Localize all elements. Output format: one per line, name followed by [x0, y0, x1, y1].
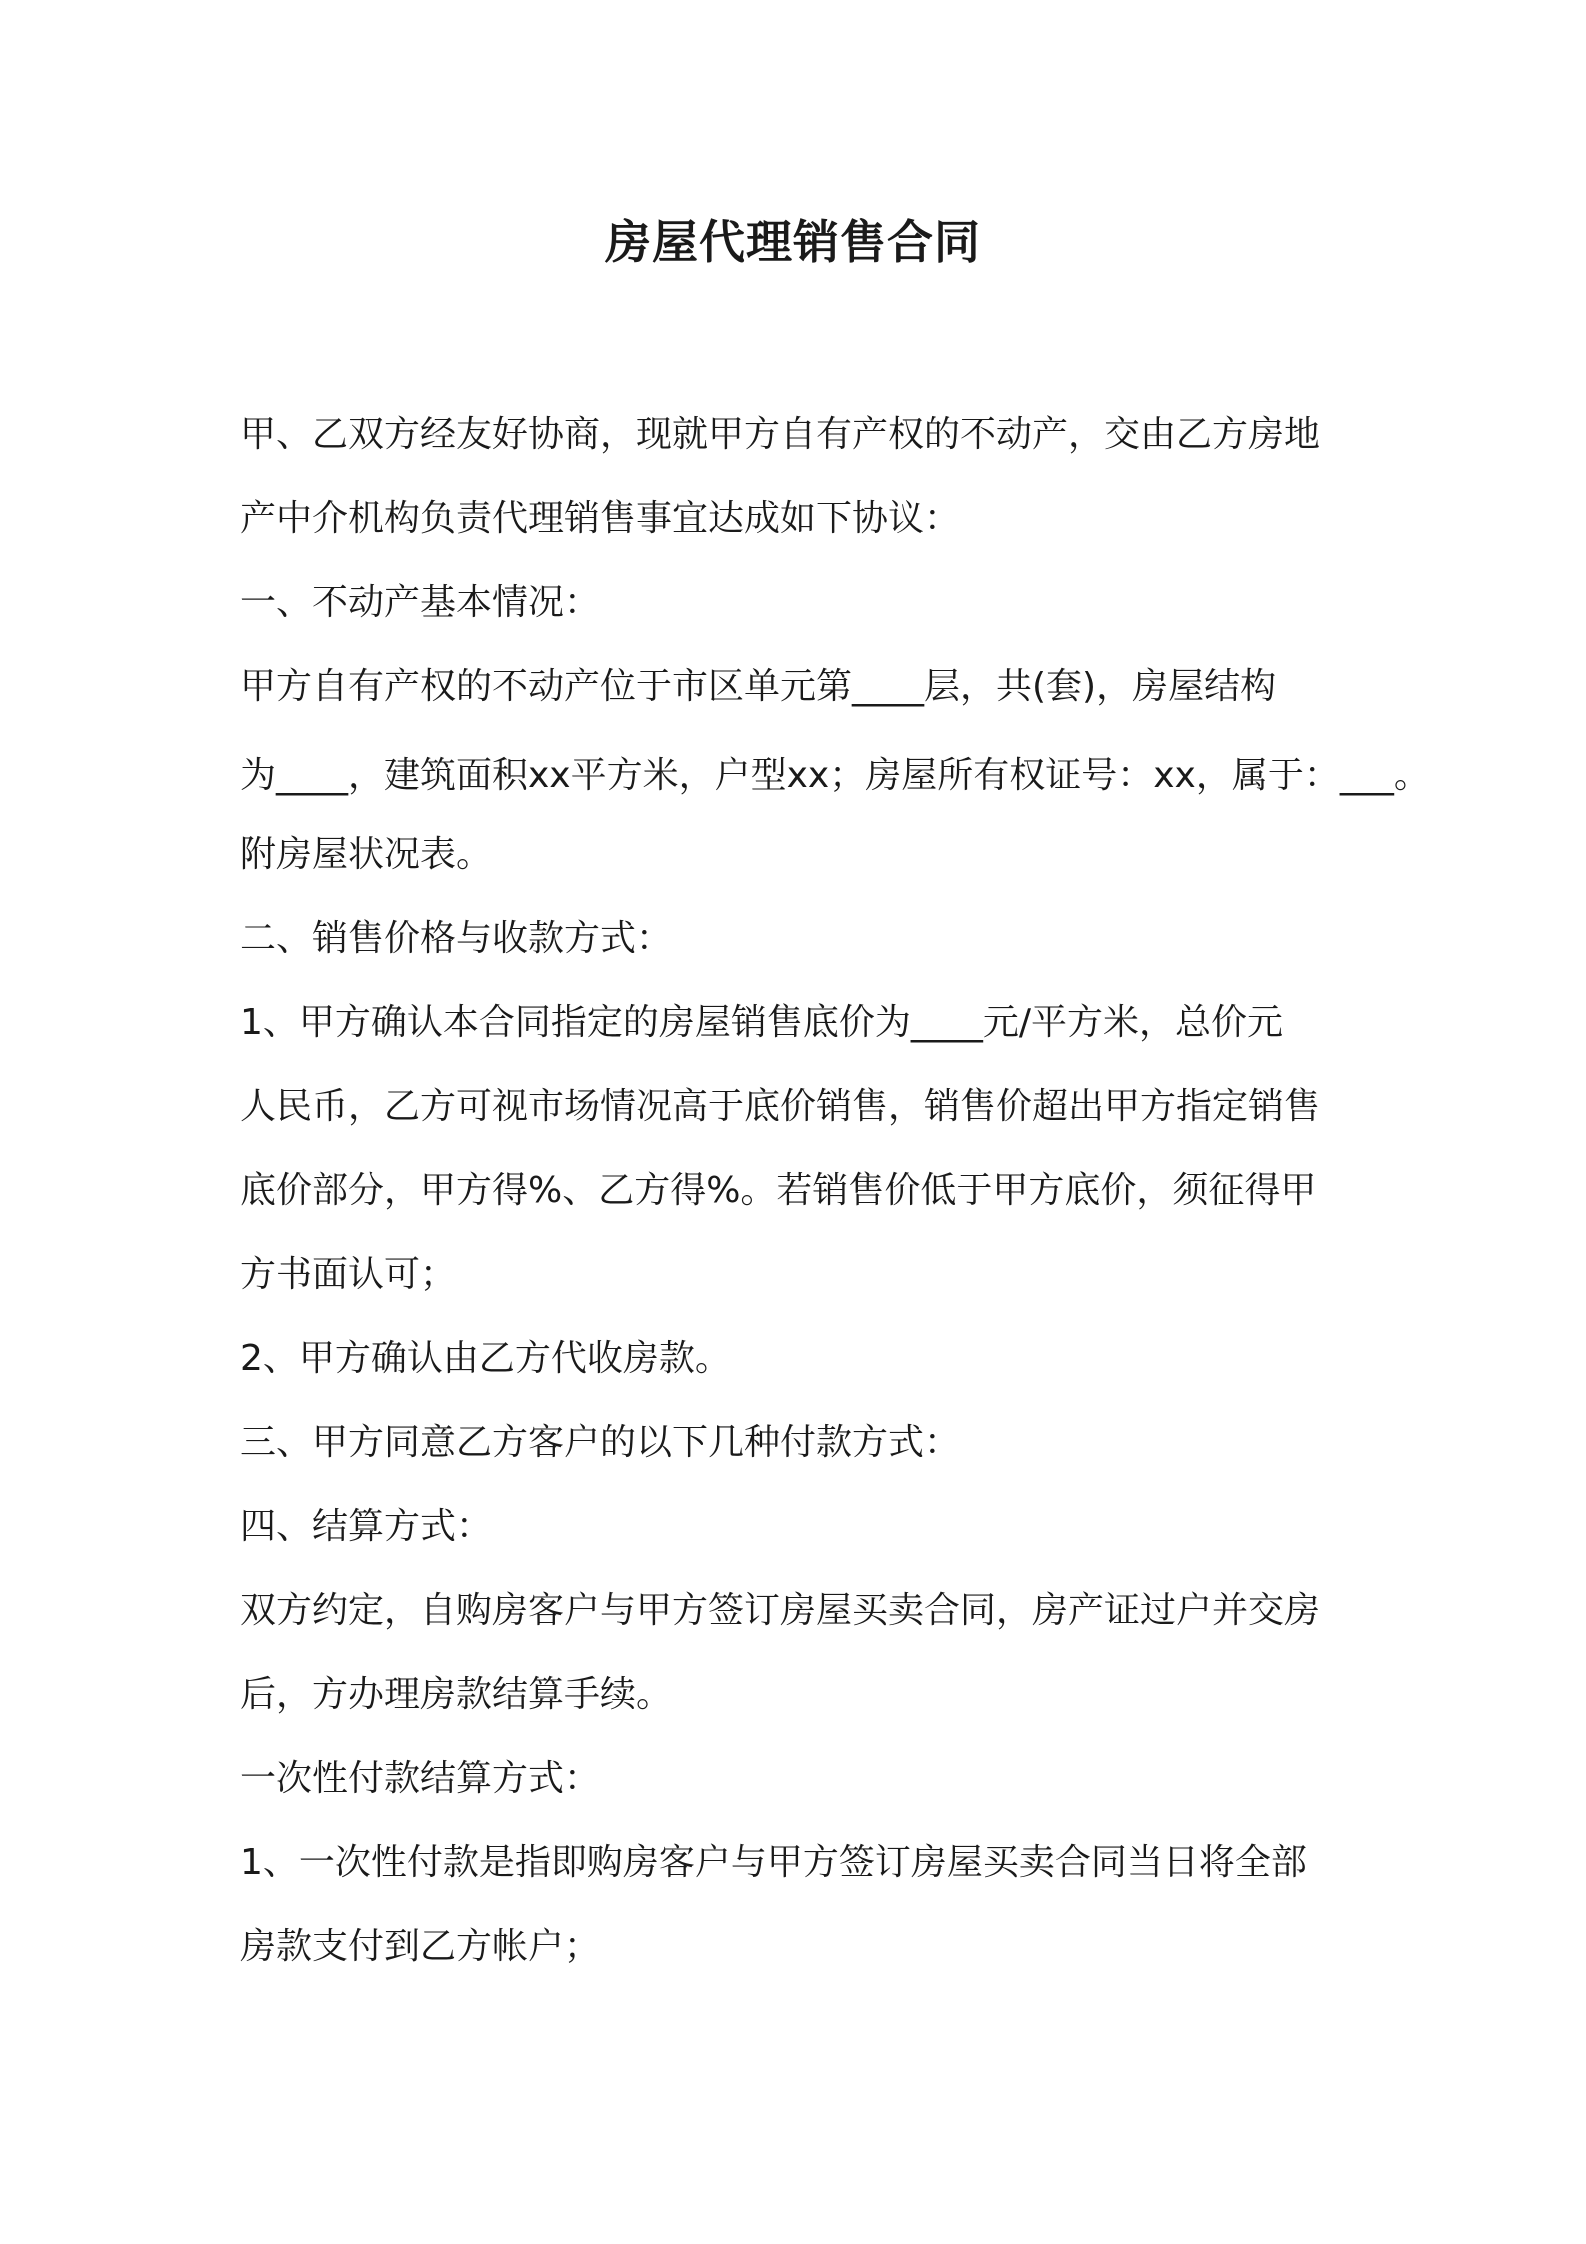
document-title: 房屋代理销售合同	[605, 215, 981, 269]
paragraph-line: 1、甲方确认本合同指定的房屋销售底价为____元/平方米，总价元	[240, 1002, 1284, 1043]
section-heading: 二、销售价格与收款方式：	[240, 918, 673, 959]
paragraph-line: 产中介机构负责代理销售事宜达成如下协议：	[240, 498, 961, 539]
paragraph-line: 1、一次性付款是指即购房客户与甲方签订房屋买卖合同当日将全部	[240, 1842, 1307, 1883]
paragraph-line: 双方约定，自购房客户与甲方签订房屋买卖合同，房产证过户并交房	[240, 1590, 1321, 1631]
paragraph-line: 人民币，乙方可视市场情况高于底价销售，销售价超出甲方指定销售	[240, 1086, 1321, 1127]
paragraph-line: 甲、乙双方经友好协商，现就甲方自有产权的不动产，交由乙方房地	[240, 414, 1321, 455]
paragraph-line: 附房屋状况表。	[240, 834, 493, 875]
paragraph-line: 方书面认可；	[240, 1254, 457, 1295]
paragraph-line: 底价部分，甲方得%、乙方得%。若销售价低于甲方底价，须征得甲	[240, 1170, 1317, 1211]
section-heading: 四、结算方式：	[240, 1506, 493, 1547]
paragraph-line: 2、甲方确认由乙方代收房款。	[240, 1338, 731, 1379]
paragraph-line: 为____，建筑面积xx平方米，户型xx；房屋所有权证号：xx，属于：___。	[240, 755, 1430, 796]
section-heading: 一次性付款结算方式：	[240, 1758, 601, 1799]
section-heading: 三、甲方同意乙方客户的以下几种付款方式：	[240, 1422, 961, 1463]
paragraph-line: 房款支付到乙方帐户；	[240, 1926, 601, 1967]
paragraph-line: 后，方办理房款结算手续。	[240, 1674, 673, 1715]
paragraph-line: 甲方自有产权的不动产位于市区单元第____层，共(套)，房屋结构	[240, 666, 1277, 707]
section-heading: 一、不动产基本情况：	[240, 582, 601, 623]
